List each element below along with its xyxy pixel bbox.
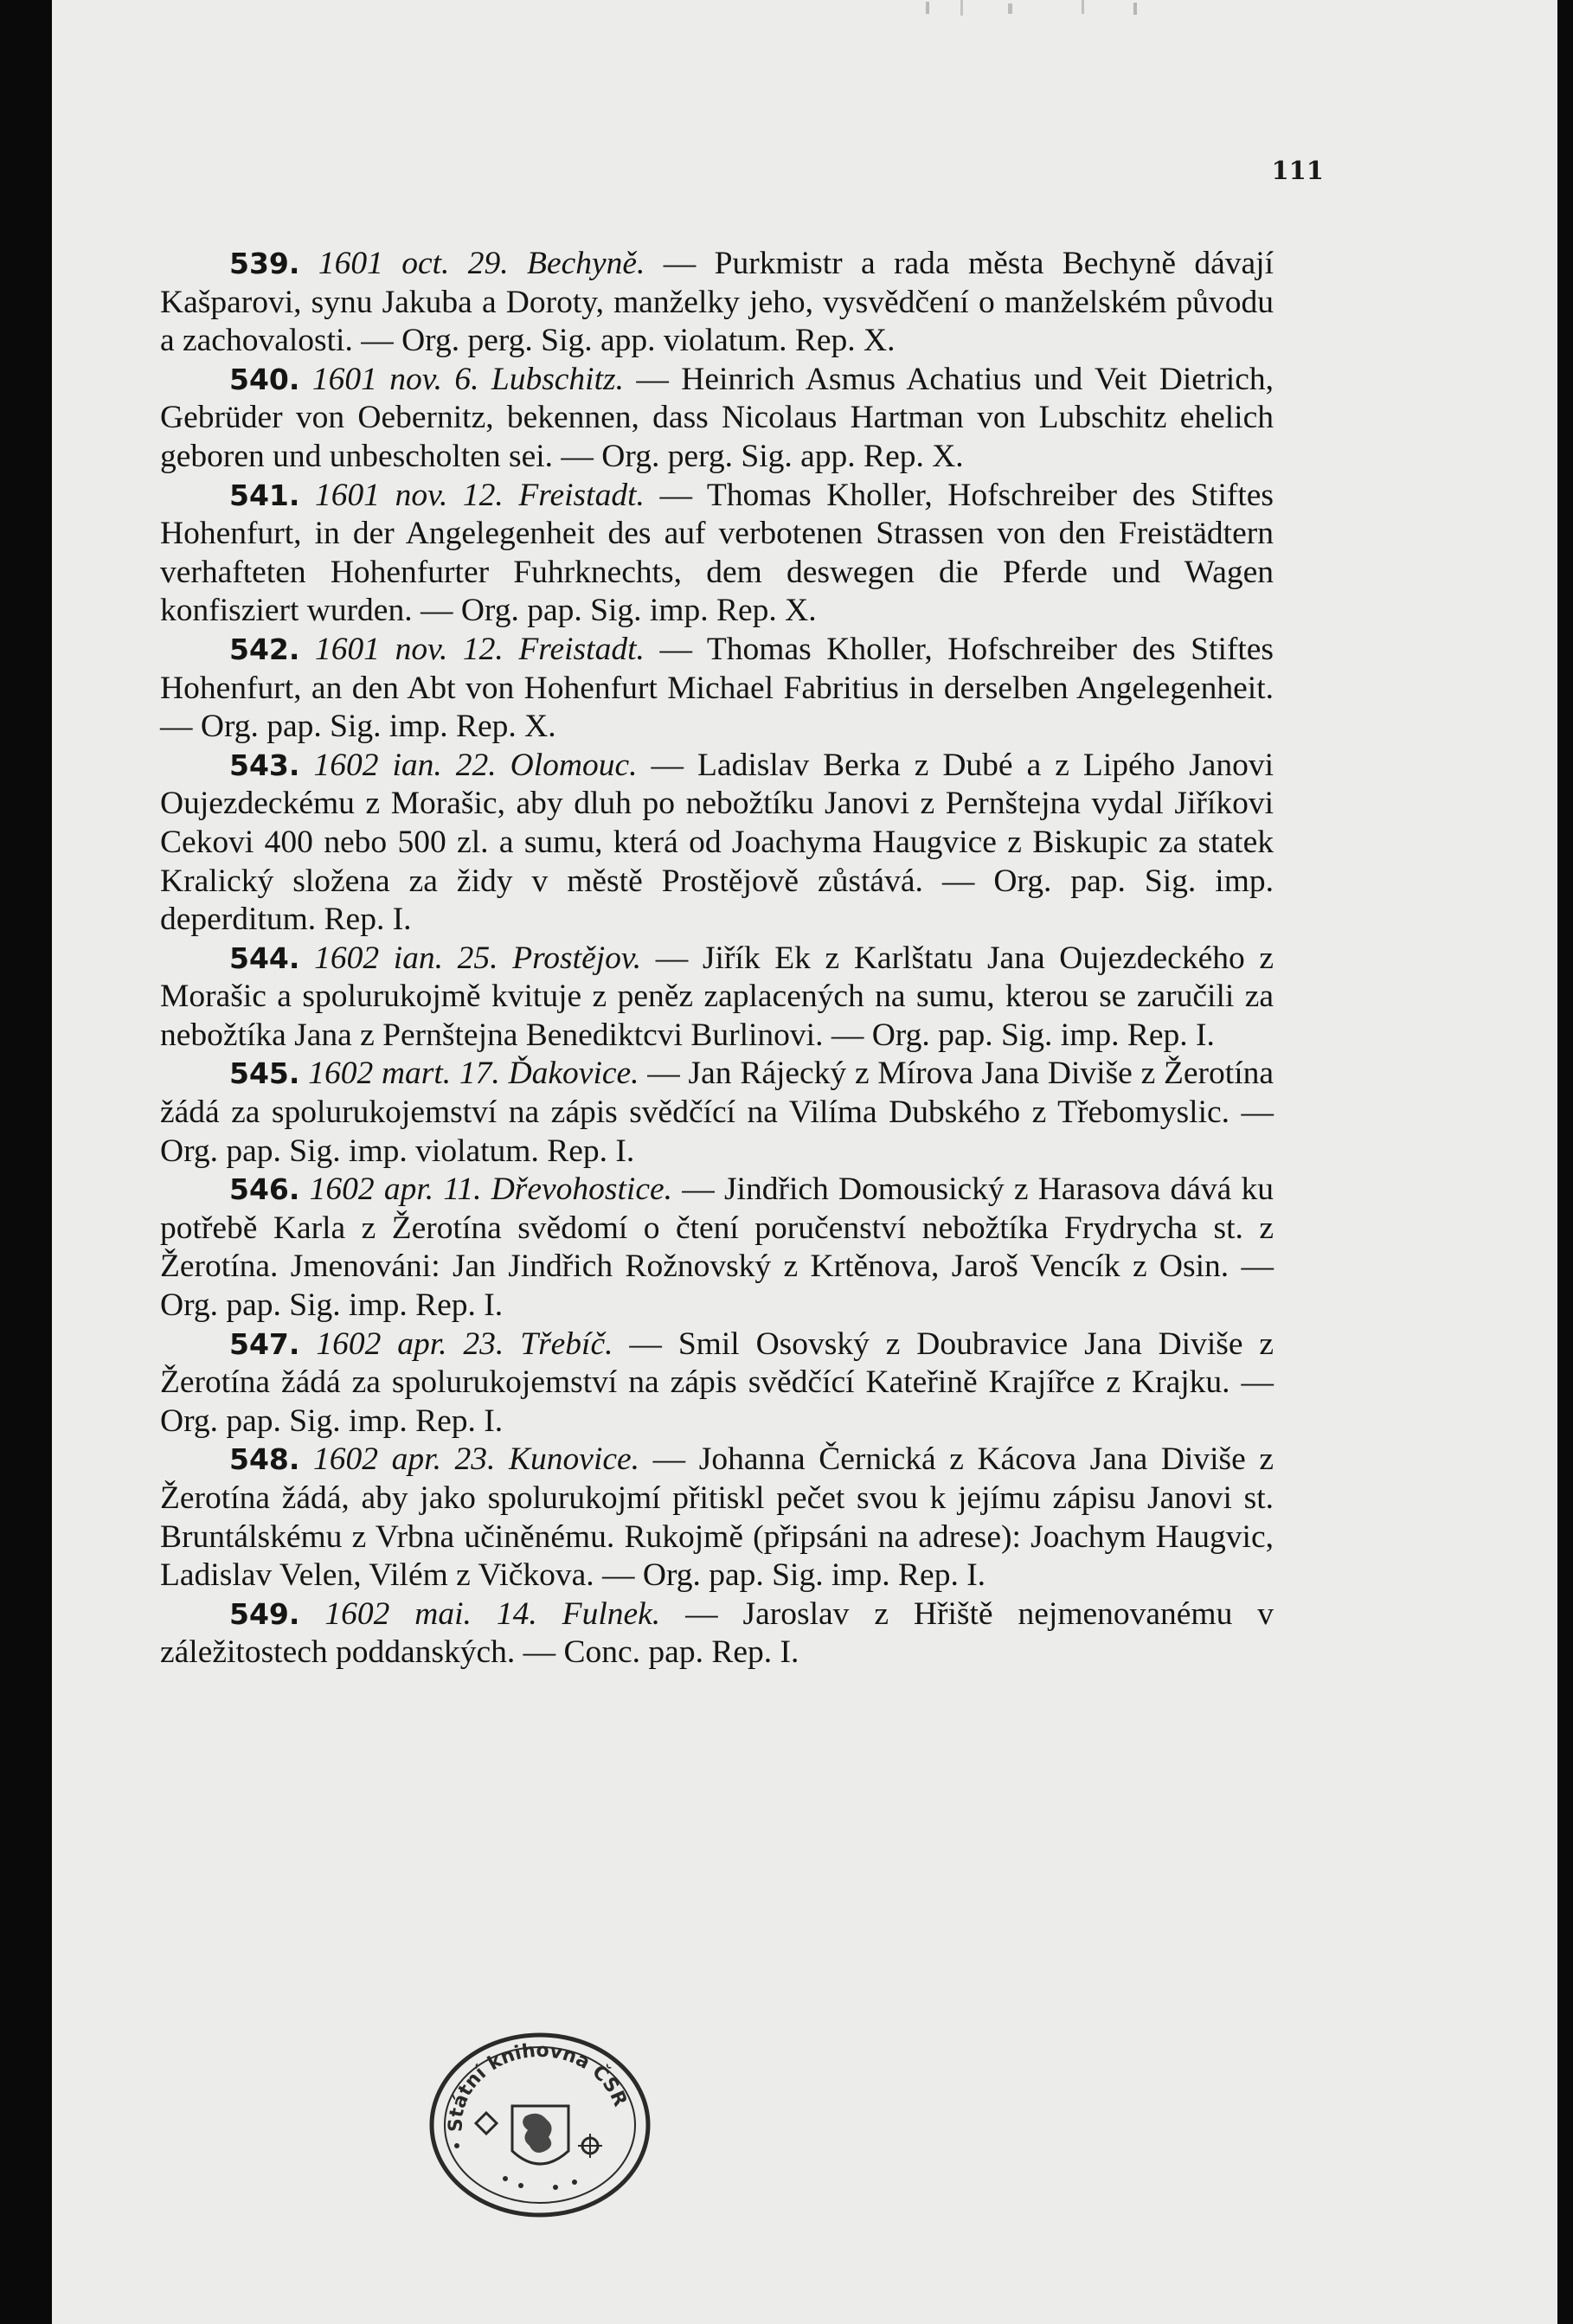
entry-place: Kunovice. (509, 1441, 640, 1478)
library-stamp (426, 2030, 655, 2220)
entry-539 (160, 245, 1274, 361)
entry-text: — Heinrich Asmus Achatius und Veit Dietrich, Gebrüder von Oebernitz, bekennen, dass Nicolaus Hartman von Lubschitz ehelich geboren und unbescholten sei. — Org. perg. Sig. app. Rep. X. (160, 361, 1274, 474)
entry-date: 1602 apr. 23. (316, 1326, 504, 1362)
entry-date: 1602 mart. 17. (308, 1056, 500, 1092)
document-body (160, 245, 1274, 1672)
entry-place: Třebíč. (520, 1326, 613, 1362)
entry-date: 1601 nov. 12. (315, 631, 504, 667)
entry-540 (160, 361, 1274, 477)
entry-text: — Jindřich Domousický z Harasova dává ku potřebě Karla z Žerotína svědomí o čtení poručenství nebožtíka Frydrycha st. z Žerotína. Jmenováni: Jan Jindřich Rožnovský z Krtěnova, Jaroš Vencík z Osin. — Org. pap. Sig. imp. Rep. I. (160, 1172, 1274, 1324)
scan-artifact-marks (926, 0, 1151, 17)
entry-text: — Purkmistr a rada města Bechyně dávají Kašparovi, synu Jakuba a Doroty, manželky jeho, vysvědčení o manželském původu a zachovalosti. — Org. perg. Sig. app. violatum. Rep. X. (160, 246, 1274, 359)
entry-number: 546. (229, 1172, 300, 1207)
entry-549 (160, 1595, 1274, 1672)
entry-text: — Johanna Černická z Kácova Jana Diviše z Žerotína žádá, aby jako spolurukojmí přitiskl pečet svou k jejímu zápisu Janovi st. Bruntálskému z Vrbna učiněnému. Rukojmě (připsáni na adrese): Joachym Haugvic, Ladislav Velen, Vilém z Vičkova. — Org. pap. Sig. imp. Rep. I. (160, 1441, 1274, 1594)
entry-date: 1601 nov. 12. (315, 477, 504, 513)
entry-place: Ďakovice. (508, 1056, 639, 1092)
entry-date: 1602 ian. 22. (313, 747, 497, 783)
stamp-border-dots (454, 2143, 577, 2190)
entry-543 (160, 747, 1274, 940)
entry-text: — Thomas Kholler, Hofschreiber des Stiftes Hohenfurt, in der Angelegenheit des auf verbotenen Strassen von den Freistädtern verhafteten Hohenfurter Fuhrknechts, dem deswegen die Pferde und Wagen konfisziert wurden. — Org. pap. Sig. imp. Rep. X. (160, 477, 1274, 629)
entry-number: 545. (229, 1056, 300, 1091)
entry-place: Bechyně. (527, 246, 645, 281)
entry-541 (160, 477, 1274, 631)
entry-text: — Thomas Kholler, Hofschreiber des Stiftes Hohenfurt, an den Abt von Hohenfurt Michael Fabritius in derselben Angelegenheit. — Org. pap. Sig. imp. Rep. X. (160, 631, 1274, 745)
entry-date: 1602 mai. 14. (324, 1595, 537, 1632)
entry-text: — Jiřík Ek z Karlštatu Jana Oujezdeckého z Morašic a spolurukojmě kvituje z peněz zaplacených na sumu, kterou se zaručili za nebožtíka Jana z Pernštejna Benediktcvi Burlinovi. — Org. pap. Sig. imp. Rep. I. (160, 940, 1274, 1053)
entry-548 (160, 1441, 1274, 1595)
entry-place: Freistadt. (518, 477, 645, 513)
entry-date: 1602 ian. 25. (314, 940, 498, 976)
entry-number: 544. (229, 941, 300, 975)
entry-text: — Smil Osovský z Doubravice Jana Diviše z Žerotína žádá za spolurukojemství na zápis svědčící Kateřině Krajířce z Krajku. — Org. pap. Sig. imp. Rep. I. (160, 1326, 1274, 1439)
entry-place: Freistadt. (518, 631, 645, 667)
entry-text: — Jaroslav z Hřiště nejmenovanému v záležitostech poddanských. — Conc. pap. Rep. I. (160, 1595, 1274, 1671)
entry-place: Dřevohostice. (491, 1172, 673, 1208)
entry-place: Lubschitz. (491, 361, 624, 397)
entry-date: 1602 apr. 23. (313, 1441, 496, 1478)
entry-number: 542. (229, 632, 300, 666)
document-page (52, 0, 1557, 2324)
page-number: 111 (1271, 156, 1324, 185)
entry-547 (160, 1326, 1274, 1441)
entry-place: Fulnek. (562, 1595, 661, 1632)
entry-text: — Jan Rájecký z Mírova Jana Diviše z Žerotína žádá za spolurukojemství na zápis svědčící na Vilíma Dubského z Třebomyslic. — Org. pap. Sig. imp. violatum. Rep. I. (160, 1056, 1274, 1169)
entry-number: 549. (229, 1596, 300, 1631)
entry-number: 540. (229, 362, 300, 396)
stamp-text: Státní knihovna ČSR (445, 2039, 632, 2133)
entry-number: 548. (229, 1442, 300, 1477)
entry-text: — Ladislav Berka z Dubé a z Lipého Janovi Oujezdeckému z Morašic, aby dluh po nebožtíku Janovi z Pernštejna vydal Jiříkovi Cekovi 400 nebo 500 zl. a sumu, která od Joachyma Haugvice z Biskupic za statek Kralický složena za židy v městě Prostějově zůstává. — Org. pap. Sig. imp. deperditum. Rep. I. (160, 747, 1274, 938)
entry-date: 1602 apr. 11. (309, 1172, 482, 1208)
entry-place: Prostějov. (512, 940, 642, 976)
entry-544 (160, 940, 1274, 1056)
entry-number: 541. (229, 478, 300, 512)
entry-545 (160, 1055, 1274, 1171)
stamp-lion-emblem (476, 2106, 602, 2164)
entry-number: 547. (229, 1326, 300, 1361)
entry-date: 1601 oct. 29. (318, 246, 509, 281)
entry-place: Olomouc. (510, 747, 638, 783)
entry-546 (160, 1171, 1274, 1325)
entry-number: 539. (229, 247, 300, 280)
entry-number: 543. (229, 748, 300, 782)
entry-date: 1601 nov. 6. (311, 361, 479, 397)
entry-542 (160, 631, 1274, 747)
